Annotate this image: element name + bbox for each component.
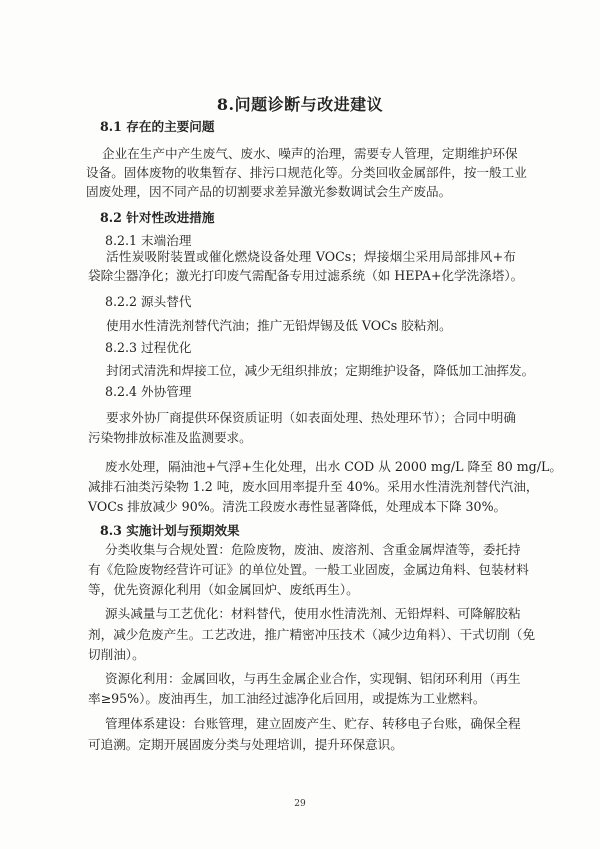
page-number: 29 [294, 799, 306, 809]
paragraph-line: 袋除尘器净化；激光打印废气需配备专用过滤系统（如 HEPA+化学洗涤塔）。 [88, 268, 524, 283]
paragraph-line: 切削油）。 [88, 647, 145, 662]
paragraph-line: 源头减量与工艺优化：材料替代，使用水性清洗剂、无铅焊料、可降解胶粘 [105, 606, 521, 621]
section-heading-8-1: 8.1 存在的主要问题 [100, 119, 215, 134]
subsection-heading-8-2-1: 8.2.1 末端治理 [105, 233, 192, 248]
paragraph-line: 企业在生产中产生废气、废水、噪声的治理，需要专人管理，定期维护环保 [102, 146, 518, 161]
subsection-heading-8-2-2: 8.2.2 源头替代 [105, 294, 192, 309]
paragraph-line: 可追溯。定期开展固废分类与处理培训，提升环保意识。 [88, 737, 403, 752]
paragraph-line: 设备。固体废物的收集暂存、排污口规范化等。分类回收金属部件，按一般工业 [86, 165, 527, 180]
paragraph-line: 要求外协厂商提供环保资质证明（如表面处理、热处理环节）；合同中明确 [106, 410, 516, 425]
paragraph-line: 管理体系建设：台账管理，建立固废产生、贮存、转移电子台账，确保全程 [105, 716, 521, 731]
subsection-heading-8-2-4: 8.2.4 外协管理 [105, 384, 192, 399]
paragraph-line: 废水处理，隔油池+气浮+生化处理，出水 COD 从 2000 mg/L 降至 80 mg/L。 [105, 459, 562, 474]
paragraph-line: 分类收集与合规处置：危险废物，废油、废溶剂、含重金属焊渣等，委托持 [105, 542, 521, 557]
page-title: 8.问题诊断与改进建议 [216, 95, 384, 114]
paragraph-line: 固废处理，因不同产品的切割要求差异激光参数调试会生产废品。 [86, 184, 452, 199]
paragraph-line: 等，优先资源化利用（如金属回炉、废纸再生）。 [88, 582, 359, 597]
section-heading-8-3: 8.3 实施计划与预期效果 [100, 523, 240, 538]
paragraph-line: 有《危险废物经营许可证》的单位处置。一般工业固废，金属边角料、包装材料 [88, 562, 529, 577]
paragraph-line: VOCs 排放减少 90%。清洗工段废水毒性显著降低，处理成本下降 30%。 [88, 499, 507, 514]
paragraph-line: 资源化利用：金属回收，与再生金属企业合作，实现铜、铝闭环利用（再生 [105, 671, 521, 686]
paragraph-line: 率≥95%）。废油再生，加工油经过滤净化后回用，或提炼为工业燃料。 [88, 691, 486, 706]
paragraph-line: 剂，减少危废产生。工艺改进，推广精密冲压技术（减少边角料）、干式切削（免 [88, 627, 536, 642]
paragraph-line: 封闭式清洗和焊接工位，减少无组织排放；定期维护设备，降低加工油挥发。 [106, 363, 535, 378]
paragraph-line: 污染物排放标准及监测要求。 [88, 430, 252, 445]
paragraph-line: 使用水性清洗剂替代汽油；推广无铅焊锡及低 VOCs 胶粘剂。 [106, 318, 452, 333]
section-heading-8-2: 8.2 针对性改进措施 [100, 210, 215, 225]
paragraph-line: 减排石油类污染物 1.2 吨，废水回用率提升至 40%。采用水性清洗剂替代汽油， [88, 479, 539, 494]
subsection-heading-8-2-3: 8.2.3 过程优化 [105, 340, 192, 355]
paragraph-line: 活性炭吸附装置或催化燃烧设备处理 VOCs；焊接烟尘采用局部排风+布 [106, 249, 516, 264]
